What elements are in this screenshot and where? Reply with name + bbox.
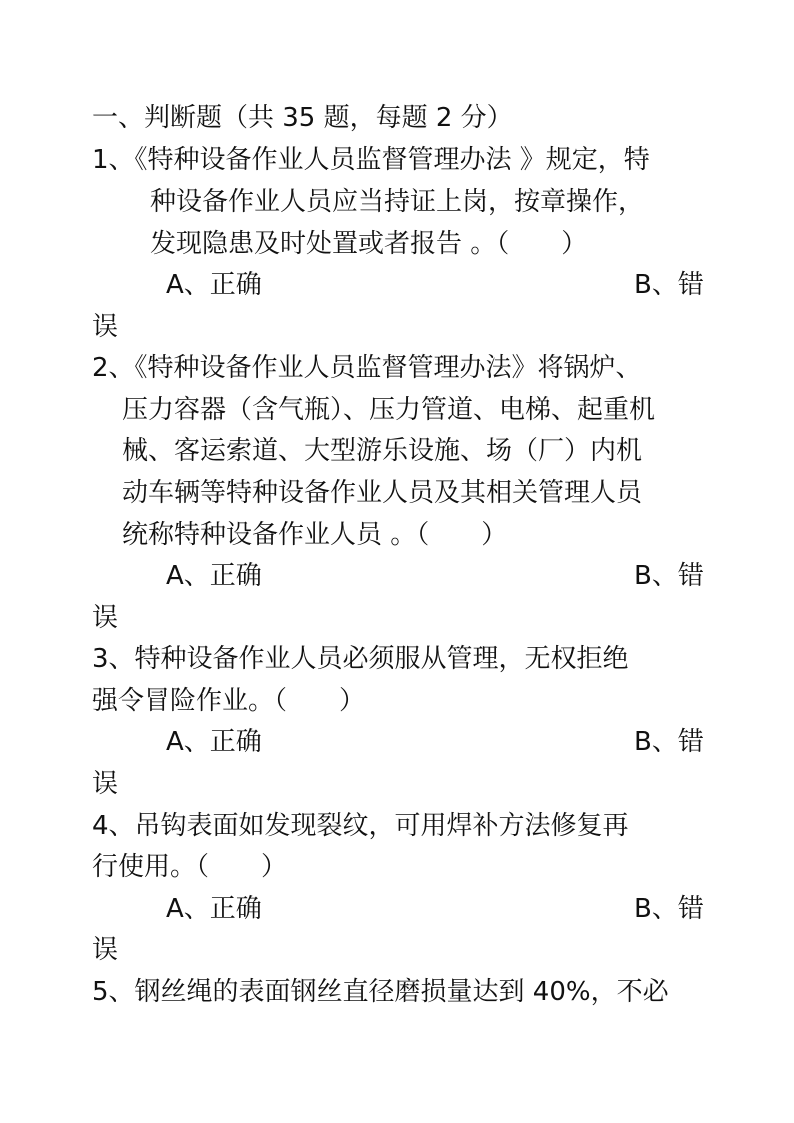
question-3-option-b: B、错: [634, 727, 704, 757]
question-1-line-3: 发现隐患及时处置或者报告 。（ ）: [150, 229, 588, 259]
question-2-line-1: 2、《特种设备作业人员监督管理办法》将锅炉、: [92, 353, 642, 383]
question-1-line-2: 种设备作业人员应当持证上岗，按章操作，: [150, 187, 645, 217]
question-4-line-2: 行使用。（ ）: [92, 852, 288, 882]
question-1-option-a: A、正确: [166, 270, 262, 300]
question-3-line-1: 3、特种设备作业人员必须服从管理，无权拒绝: [92, 644, 629, 674]
question-4-line-1: 4、吊钩表面如发现裂纹，可用焊补方法修复再: [92, 811, 629, 841]
question-2-option-b: B、错: [634, 561, 704, 591]
question-4-option-a: A、正确: [166, 894, 262, 924]
question-3-option-b-wrap: 误: [92, 769, 119, 799]
question-2-line-2: 压力容器（含气瓶）、压力管道、电梯、起重机: [122, 395, 656, 425]
question-1-option-b-wrap: 误: [92, 312, 119, 342]
question-2-option-b-wrap: 误: [92, 603, 119, 633]
question-2-option-a: A、正确: [166, 561, 262, 591]
question-1-option-b: B、错: [634, 270, 704, 300]
section-heading: 一、判断题（共 35 题，每题 2 分）: [92, 103, 513, 133]
question-2-line-3: 械、客运索道、大型游乐设施、场（厂）内机: [122, 436, 643, 466]
question-5-line-1: 5、钢丝绳的表面钢丝直径磨损量达到 40%，不必: [92, 977, 669, 1007]
question-4-option-b: B、错: [634, 894, 704, 924]
question-2-line-4: 动车辆等特种设备作业人员及其相关管理人员: [122, 478, 643, 508]
question-3-line-2: 强令冒险作业。（ ）: [92, 686, 366, 716]
question-3-option-a: A、正确: [166, 727, 262, 757]
question-2-line-5: 统称特种设备作业人员 。（ ）: [122, 520, 508, 550]
question-4-option-b-wrap: 误: [92, 935, 119, 965]
question-1-line-1: 1、《特种设备作业人员监督管理办法 》规定，特: [92, 145, 650, 175]
